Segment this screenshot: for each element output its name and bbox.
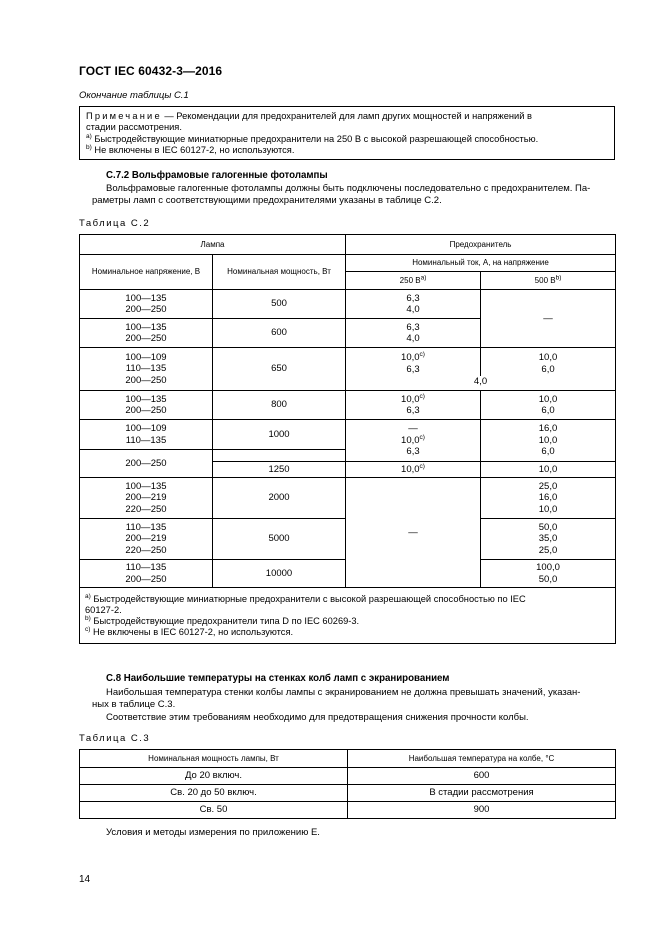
- page-number: 14: [79, 874, 91, 885]
- footnote-mark: c): [419, 350, 425, 358]
- fuse-250-cell: [346, 319, 481, 348]
- cell-value: 200—219: [125, 533, 167, 545]
- cell-value: 200—250: [125, 405, 167, 416]
- cell-value: 6,0: [541, 446, 555, 458]
- footnote-text: Не включены в IEC 60127-2, но используются.: [90, 626, 294, 637]
- cell-value: [346, 394, 480, 406]
- cell-value: 200—250: [125, 333, 167, 344]
- cell-value: 4,0: [406, 333, 420, 344]
- table-row: [80, 348, 616, 391]
- cell-value: 50,0: [538, 521, 558, 533]
- fuse-250-cell: [346, 420, 481, 462]
- cell-value: 50,0: [538, 573, 558, 585]
- cell-value: 100—109: [125, 351, 167, 363]
- voltage-cell: [80, 519, 213, 560]
- cell-value: 200—219: [125, 492, 167, 504]
- power-cell: 1250: [213, 462, 346, 478]
- footnote-mark: a): [86, 132, 92, 140]
- voltage-cell: [80, 420, 213, 450]
- footnote-mark: b): [555, 274, 562, 282]
- header-voltage: Номинальное напряжение, В: [80, 255, 213, 290]
- table-continuation-caption: Окончание таблицы С.1: [79, 90, 189, 101]
- fuse-500-cell: —: [481, 290, 616, 348]
- temp-cell: В стадии рассмотрения: [348, 785, 616, 802]
- table-c2: [79, 234, 616, 644]
- cell-value: 6,3: [406, 363, 420, 375]
- cell-value: 10,0: [538, 393, 558, 405]
- power-cell: 5000: [213, 519, 346, 560]
- note-label: Примечание: [86, 111, 162, 121]
- note-line-1: [86, 111, 532, 122]
- note-line-2: стадии рассмотрения.: [86, 122, 182, 132]
- footnote-mark: c): [85, 625, 91, 633]
- table-row: [80, 785, 616, 802]
- table-row: [80, 768, 616, 785]
- cell-value: 200—250: [125, 374, 167, 386]
- fuse-merged-cell: [346, 348, 616, 391]
- document-header: ГОСТ IEC 60432-3—2016: [79, 64, 223, 78]
- table-c3-caption: Таблица С.3: [79, 733, 151, 744]
- note-text: — Рекомендации для предохранителей для ламп других мощностей и напряжений в: [161, 111, 532, 121]
- fuse-500-cell: [481, 478, 616, 519]
- footnote-text: Быстродействующие предохранители типа D по IEC 60269-3.: [90, 615, 360, 626]
- cell-value: 6,3: [406, 321, 420, 333]
- header-500v: [481, 272, 616, 290]
- power-cell: 2000: [213, 478, 346, 519]
- footnote-text: Быстродействующие миниатюрные предохранители с высокой разрешающей способностью по IEC: [90, 593, 526, 604]
- header-250v: [346, 272, 481, 290]
- header-max-temp: Наибольшая температура на колбе, °С: [348, 750, 616, 768]
- voltage-cell: 200—250: [80, 450, 213, 478]
- footnote-a: [85, 594, 610, 605]
- power-cell: 600: [213, 319, 346, 348]
- power-cell: 500: [213, 290, 346, 319]
- cell-value-text: 10,0: [401, 434, 420, 446]
- header-500v-text: 500 В: [534, 275, 556, 285]
- paragraph-line: Вольфрамовые галогенные фотолампы должны быть подключены последовательно с предохранителем. Па-: [106, 183, 591, 194]
- table-row: [80, 420, 616, 450]
- header-250v-text: 250 В: [399, 275, 421, 285]
- cell-value-text: 10,0: [401, 393, 420, 405]
- power-cell: До 20 включ.: [80, 768, 348, 785]
- cell-value: 10,0: [401, 463, 420, 475]
- cell-value: 4,0: [406, 304, 420, 315]
- cell-value: 110—135: [125, 521, 167, 533]
- header-lamp-power: Номинальная мощность лампы, Вт: [80, 750, 348, 768]
- power-cell: Св. 20 до 50 включ.: [80, 785, 348, 802]
- fuse-250-cell: [346, 391, 481, 420]
- cell-value: 6,0: [541, 405, 555, 416]
- fuse-500-cell: [481, 391, 616, 420]
- note-footnote-b: [86, 145, 294, 156]
- cell-value: 100—135: [125, 292, 167, 304]
- table-c2-footnotes: [80, 588, 616, 644]
- cell-value: 200—250: [125, 304, 167, 315]
- cell-value: 6,3: [406, 292, 420, 304]
- temp-cell: 600: [348, 768, 616, 785]
- paragraph-line: раметры ламп с соответствующими предохранителями указаны в таблице С.2.: [92, 195, 442, 206]
- fuse-250-cell: [346, 462, 481, 478]
- fuse-500-cell: [481, 560, 616, 588]
- cell-value: 110—135: [125, 434, 167, 446]
- footnote-a-cont: 60127-2.: [85, 604, 122, 615]
- header-lamp: Лампа: [80, 235, 346, 255]
- cell-value: 6,3: [406, 405, 420, 416]
- cell-value: 110—135: [125, 363, 167, 375]
- section-heading-c72: С.7.2 Вольфрамовые галогенные фотолампы: [106, 170, 328, 181]
- cell-value: 25,0: [538, 480, 558, 492]
- footnote-mark: a): [85, 592, 91, 600]
- cell-value: 16,0: [538, 492, 558, 504]
- fuse-250-cell: [346, 290, 481, 319]
- section-heading-c8: С.8 Наибольшие температуры на стенках колб ламп с экранированием: [106, 673, 450, 684]
- voltage-cell: [80, 319, 213, 348]
- temp-cell: 900: [348, 802, 616, 819]
- cell-value: —: [408, 423, 418, 435]
- footnote-text: Не включены в IEC 60127-2, но используются.: [91, 145, 295, 155]
- cell-value: 100,0: [536, 562, 560, 573]
- power-cell: 650: [213, 348, 346, 391]
- fuse-500-cell: 10,0: [481, 462, 616, 478]
- table-c2-caption: Таблица С.2: [79, 218, 151, 229]
- cell-value: 16,0: [538, 423, 558, 435]
- cell-value-text: 10,0: [401, 352, 420, 363]
- power-cell: 800: [213, 391, 346, 420]
- table-row: [80, 290, 616, 319]
- voltage-cell: [80, 478, 213, 519]
- footnote-b: [85, 616, 610, 627]
- cell-value: 100—135: [125, 480, 167, 492]
- fuse-500-cell: [481, 420, 616, 462]
- note-footnote-a: [86, 134, 538, 145]
- cell-value: 25,0: [538, 544, 558, 556]
- cell-value: 100—109: [125, 423, 167, 434]
- cell-value: 6,0: [541, 363, 555, 375]
- voltage-cell: [80, 290, 213, 319]
- power-cell: 10000: [213, 560, 346, 588]
- closing-paragraph: Условия и методы измерения по приложению Е.: [106, 827, 320, 838]
- cell-value: 220—250: [125, 544, 167, 556]
- paragraph-line: Соответствие этим требованиям необходимо для предотвращения снижения прочности колбы.: [106, 712, 529, 723]
- power-cell-spacer: [213, 450, 346, 462]
- cell-value: 10,0: [538, 503, 558, 515]
- table-c3: [79, 749, 616, 819]
- cell-value: 200—250: [125, 573, 167, 585]
- voltage-cell: [80, 348, 213, 391]
- paragraph-line: Наибольшая температура стенки колбы лампы с экранированием не должна превышать значений, указан-: [106, 687, 581, 698]
- cell-value: 220—250: [125, 503, 167, 515]
- header-current: Номинальный ток, А, на напряжение: [346, 255, 616, 272]
- fuse-250-cell: —: [346, 478, 481, 588]
- cell-value: 100—135: [125, 393, 167, 405]
- footnote-text: Быстродействующие миниатюрные предохранители на 250 В с высокой разрешающей способностью.: [91, 134, 539, 144]
- cell-value: 10,0: [538, 352, 558, 363]
- footnote-mark: b): [86, 143, 92, 151]
- table-row: [80, 478, 616, 519]
- power-cell: Св. 50: [80, 802, 348, 819]
- table-row: [80, 802, 616, 819]
- voltage-cell: [80, 560, 213, 588]
- header-power: Номинальная мощность, Вт: [213, 255, 346, 290]
- fuse-500-cell: [481, 519, 616, 560]
- table-row: [80, 391, 616, 420]
- voltage-cell: [80, 391, 213, 420]
- cell-value: 35,0: [538, 533, 558, 545]
- table-c1-note-box: [79, 106, 615, 160]
- cell-value: 110—135: [125, 562, 167, 573]
- footnote-mark: b): [85, 614, 91, 622]
- footnote-mark: c): [419, 433, 425, 441]
- cell-value: [346, 435, 480, 447]
- footnote-mark: c): [419, 392, 425, 400]
- cell-value: 6,3: [406, 446, 420, 458]
- paragraph-line: ных в таблице С.3.: [92, 699, 176, 710]
- footnote-mark: c): [419, 462, 425, 470]
- power-cell: 1000: [213, 420, 346, 450]
- cell-value: [346, 352, 480, 364]
- footnote-c: [85, 627, 610, 638]
- shared-value: 4,0: [473, 376, 488, 387]
- cell-value: 100—135: [125, 321, 167, 333]
- header-fuse: Предохранитель: [346, 235, 616, 255]
- cell-value: 10,0: [538, 434, 558, 446]
- footnote-mark: a): [420, 274, 427, 282]
